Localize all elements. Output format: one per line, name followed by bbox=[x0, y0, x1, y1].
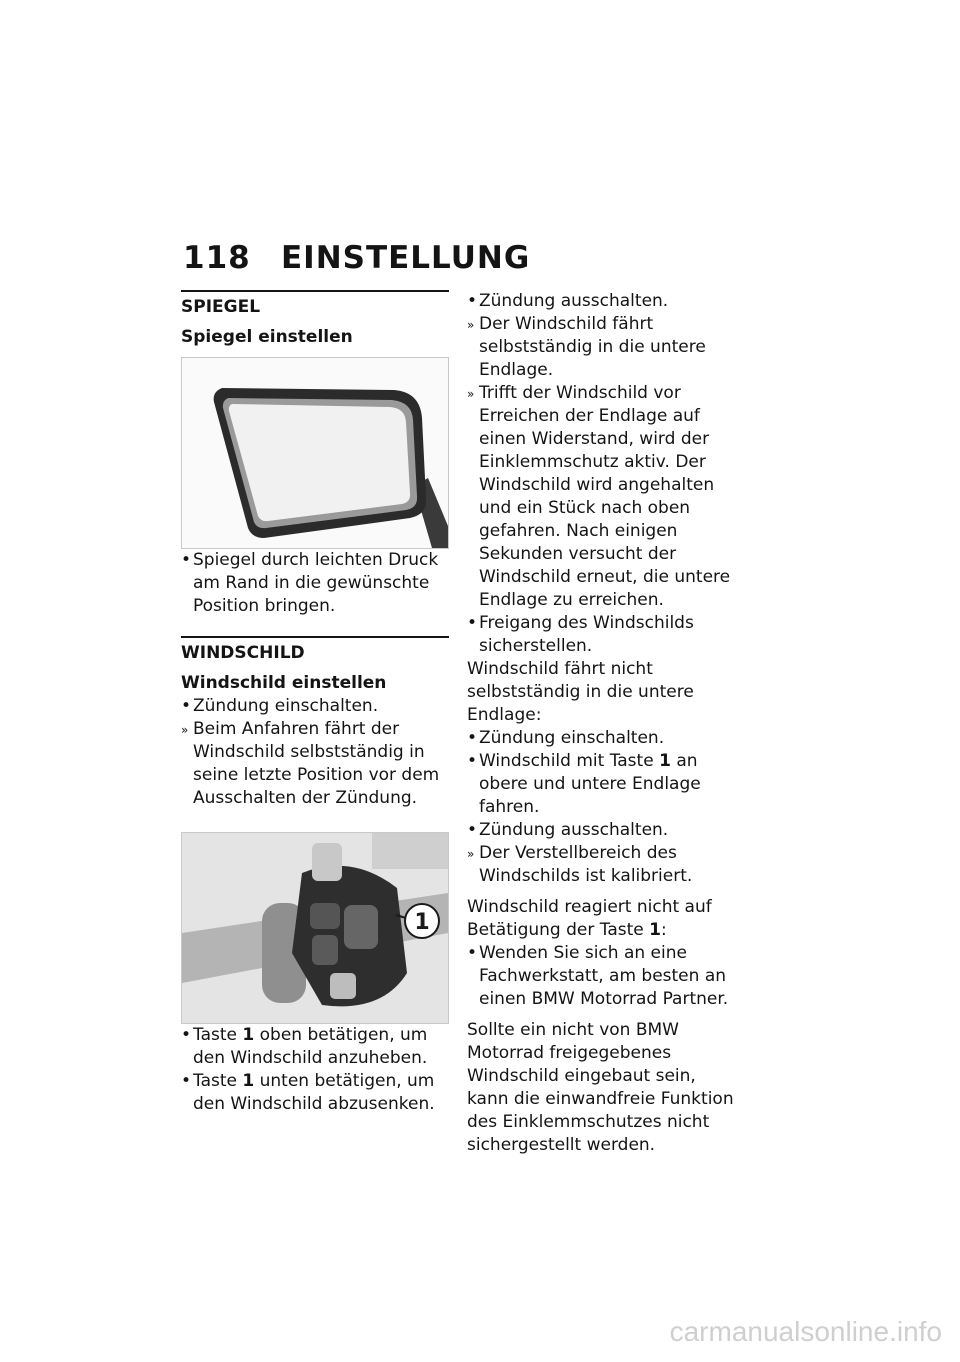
result-item: » Trifft der Windschild vor Erreichen der Endlage auf einen Widerstand, wird der Einklemmschutz aktiv. Der Windschild wird angehalten und ein Stück nach oben gefahren. Nach einigen Sekunden versucht der Windschild erneut, die untere Endlage zu erreichen. bbox=[467, 382, 735, 612]
list-item: • Taste 1 oben betätigen, um den Windschild anzuheben. bbox=[181, 1024, 449, 1070]
workshop-steps bbox=[467, 942, 735, 1011]
section-title-spiegel: SPIEGEL bbox=[181, 297, 261, 317]
figure-callout-label: 1 bbox=[414, 910, 430, 935]
left-column bbox=[181, 290, 449, 1116]
mirror-figure bbox=[181, 357, 449, 549]
handlebar-switch-illustration bbox=[182, 833, 448, 1023]
list-item: • Zündung einschalten. bbox=[181, 695, 449, 718]
list-item: • Zündung einschalten. bbox=[467, 727, 735, 750]
subtitle-windschild-einstellen: Windschild einstellen bbox=[181, 673, 387, 693]
paragraph-no-reaction: Windschild reagiert nicht auf Betätigung der Taste 1: bbox=[467, 897, 712, 940]
section-title-windschild: WINDSCHILD bbox=[181, 643, 305, 663]
section-rule bbox=[181, 290, 449, 292]
paragraph-no-auto-lowering: Windschild fährt nicht selbstständig in die untere Endlage: bbox=[467, 659, 694, 725]
result-item: » Der Windschild fährt selbstständig in die untere Endlage. bbox=[467, 313, 735, 382]
windshield-steps bbox=[181, 695, 449, 810]
list-item: • Windschild mit Taste 1 an obere und untere Endlage fahren. bbox=[467, 750, 735, 819]
list-item: • Spiegel durch leichten Druck am Rand in die gewünschte Position bringen. bbox=[181, 549, 449, 618]
page-header bbox=[183, 240, 530, 276]
page-title: EINSTELLUNG bbox=[281, 240, 531, 276]
windshield-lowering-steps bbox=[467, 290, 735, 658]
handlebar-switch-figure bbox=[181, 832, 449, 1024]
mirror-instructions bbox=[181, 549, 449, 618]
result-item: » Der Verstellbereich des Windschilds ist kalibriert. bbox=[467, 842, 735, 888]
list-item: • Taste 1 unten betätigen, um den Windschild abzusenken. bbox=[181, 1070, 449, 1116]
section-rule bbox=[181, 636, 449, 638]
mirror-illustration bbox=[182, 358, 448, 548]
subtitle-spiegel-einstellen: Spiegel einstellen bbox=[181, 327, 353, 347]
list-item: • Zündung ausschalten. bbox=[467, 819, 735, 842]
watermark: carmanualsonline.info bbox=[669, 1316, 942, 1347]
paragraph-pinch-protection-note: Sollte ein nicht von BMW Motorrad freigegebenes Windschild eingebaut sein, kann die einwandfreie Funktion des Einklemmschutzes nicht sichergestellt werden. bbox=[467, 1020, 734, 1155]
list-item: • Wenden Sie sich an eine Fachwerkstatt, am besten an einen BMW Motorrad Partner. bbox=[467, 942, 735, 1011]
result-item: » Beim Anfahren fährt der Windschild selbstständig in seine letzte Position vor dem Ausschalten der Zündung. bbox=[181, 718, 449, 810]
right-column bbox=[467, 290, 735, 1157]
list-item: • Freigang des Windschilds sicherstellen. bbox=[467, 612, 735, 658]
page-number: 118 bbox=[183, 240, 251, 276]
calibration-steps bbox=[467, 727, 735, 888]
list-item: • Zündung ausschalten. bbox=[467, 290, 735, 313]
button-instructions bbox=[181, 1024, 449, 1116]
